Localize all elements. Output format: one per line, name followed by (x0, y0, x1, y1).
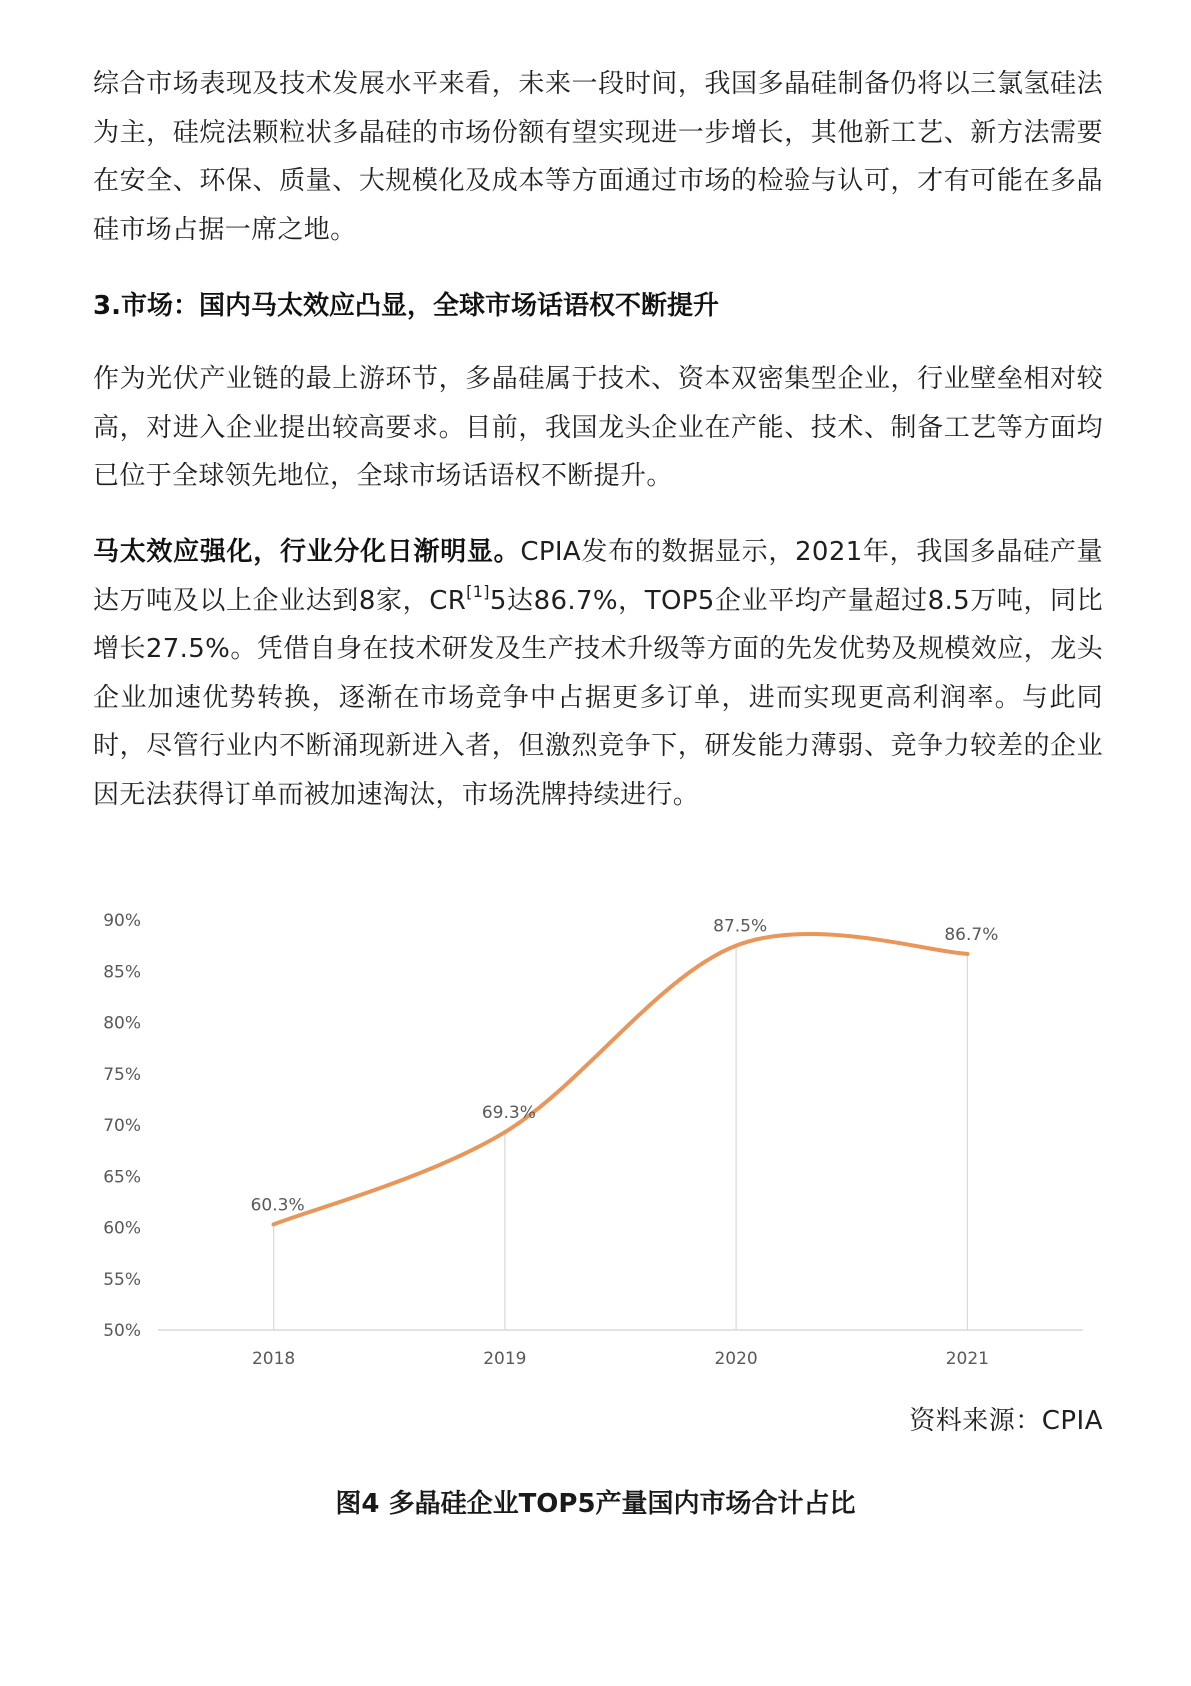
y-tick-label: 85% (103, 962, 141, 983)
paragraph-text-part-a: CPIA发布的数据显示，2021年，我国多晶硅产量达万吨及以上企业达到8家，CR (93, 537, 1103, 616)
body-paragraph-matthew-effect (93, 528, 1103, 819)
x-tick-label: 2019 (483, 1349, 527, 1369)
y-tick-label: 70% (103, 1116, 141, 1136)
body-paragraph-position: 作为光伏产业链的最上游环节，多晶硅属于技术、资本双密集型企业，行业壁垒相对较高，对进入企业提出较高要求。目前，我国龙头企业在产能、技术、制备工艺等方面均已位于全球领先地位，全球市场话语权不断提升。 (93, 364, 1103, 491)
data-point (503, 1130, 507, 1134)
intro-paragraph: 综合市场表现及技术发展水平来看，未来一段时间，我国多晶硅制备仍将以三氯氢硅法为主，硅烷法颗粒状多晶硅的市场份额有望实现进一步增长，其他新工艺、新方法需要在安全、环保、质量、大规模化及成本等方面通过市场的检验与认可，才有可能在多晶硅市场占据一席之地。 (93, 69, 1103, 245)
source-note: 资料来源：CPIA (909, 1406, 1103, 1436)
y-tick-label: 75% (103, 1064, 141, 1085)
figure-caption: 图4 多晶硅企业TOP5产量国内市场合计占比 (335, 1489, 856, 1519)
paragraph-lead-bold: 马太效应强化，行业分化日渐明显。 (93, 537, 521, 567)
data-label: 60.3% (250, 1195, 305, 1216)
footnote-reference[interactable]: [1] (466, 581, 490, 601)
data-point (272, 1222, 276, 1226)
x-tick-label: 2021 (945, 1349, 990, 1369)
data-label: 69.3% (481, 1103, 536, 1124)
y-tick-label: 50% (103, 1321, 141, 1341)
series-line (274, 934, 968, 1224)
data-point (965, 952, 969, 956)
y-tick-label: 90% (103, 911, 141, 931)
y-tick-label: 60% (103, 1218, 141, 1239)
paragraph-text-part-b: 5达86.7%，TOP5企业平均产量超过8.5万吨，同比增长27.5%。凭借自身在技术研发及生产技术升级等方面的先发优势及规模效应，龙头企业加速优势转换，逐渐在市场竞争中占据更多订单，进而实现更高利润率。与此同时，尽管行业内不断涌现新进入者，但激烈竞争下，研发能力薄弱、竞争力较差的企业因无法获得订单而被加速淘汰，市场洗牌持续进行。 (93, 585, 1103, 810)
y-tick-label: 55% (103, 1269, 141, 1290)
line-chart (93, 900, 1103, 1380)
x-tick-label: 2018 (251, 1349, 296, 1369)
section-heading: 3.市场：国内马太效应凸显，全球市场话语权不断提升 (93, 291, 719, 321)
data-label: 87.5% (713, 916, 768, 937)
data-label: 86.7% (944, 924, 999, 945)
data-point (734, 944, 738, 948)
y-tick-label: 80% (103, 1013, 141, 1034)
y-tick-label: 65% (103, 1167, 141, 1188)
x-tick-label: 2020 (714, 1349, 758, 1369)
